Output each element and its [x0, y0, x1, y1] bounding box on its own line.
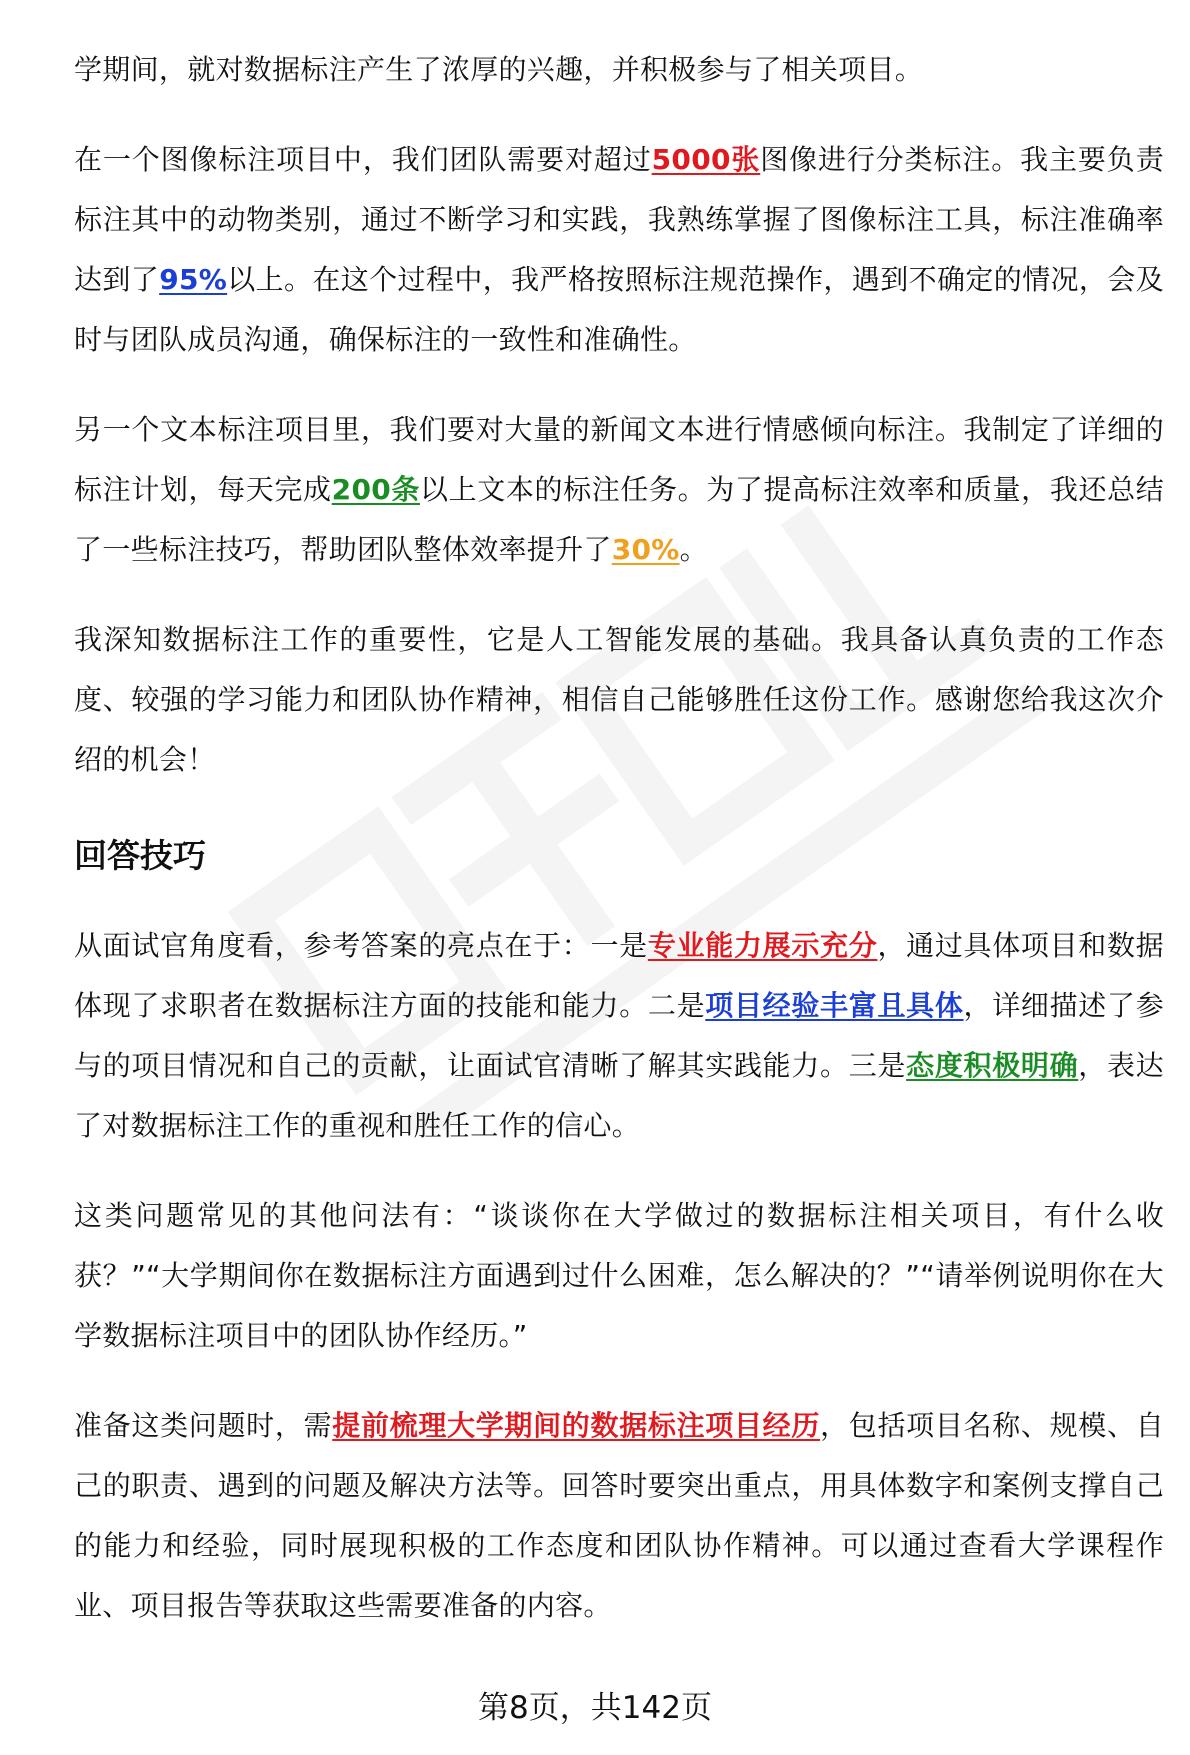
- text-run: ，通过具体项目和数据体现了求职者在数据标注方面的技能和能力。二是: [74, 929, 1164, 1022]
- highlight-red: 专业能力展示充分: [647, 929, 878, 962]
- document-body: [74, 40, 1164, 1636]
- text-run: 准备这类问题时，需: [74, 1409, 333, 1442]
- text-run: 。: [679, 533, 708, 566]
- text-run: 学期间，就对数据标注产生了浓厚的兴趣，并积极参与了相关项目。: [74, 53, 924, 86]
- text-run: 从面试官角度看，参考答案的亮点在于：一是: [74, 929, 648, 962]
- text-run: ，包括项目名称、规模、自己的职责、遇到的问题及解决方法等。回答时要突出重点，用具体数字和案例支撑自己的能力和经验，同时展现积极的工作态度和团队协作精神。可以通过查看大学课程作业、项目报告等获取这些需要准备的内容。: [74, 1409, 1164, 1622]
- paragraph-intro-tail: [74, 40, 1164, 100]
- text-run: 这类问题常见的其他问法有：“谈谈你在大学做过的数据标注相关项目，有什么收获？”“大学期间你在数据标注方面遇到过什么困难，怎么解决的？”“请举例说明你在大学数据标注项目中的团队协作经历。”: [74, 1199, 1164, 1352]
- tip-highlights: [74, 916, 1164, 1156]
- paragraph-text-project: [74, 400, 1164, 580]
- text-run: ，表达了对数据标注工作的重视和胜任工作的信心。: [74, 1049, 1164, 1142]
- text-run: 以上。在这个过程中，我严格按照标注规范操作，遇到不确定的情况，会及时与团队成员沟通，确保标注的一致性和准确性。: [74, 263, 1165, 356]
- highlight-blue: 95%: [159, 263, 228, 296]
- highlight-orange: 30%: [611, 533, 680, 566]
- highlight-green: 态度积极明确: [906, 1049, 1079, 1082]
- highlight-red: 提前梳理大学期间的数据标注项目经历: [332, 1409, 821, 1442]
- text-run: 我深知数据标注工作的重要性，它是人工智能发展的基础。我具备认真负责的工作态度、较强的学习能力和团队协作精神，相信自己能够胜任这份工作。感谢您给我这次介绍的机会！: [74, 623, 1164, 776]
- text-run: 图像进行分类标注。我主要负责标注其中的动物类别，通过不断学习和实践，我熟练掌握了图像标注工具，标注准确率达到了: [74, 143, 1164, 296]
- highlight-blue: 项目经验丰富且具体: [705, 989, 964, 1022]
- paragraph-closing: [74, 610, 1164, 790]
- tip-preparation: [74, 1396, 1164, 1636]
- text-run: 以上文本的标注任务。为了提高标注效率和质量，我还总结了一些标注技巧，帮助团队整体效率提升了: [74, 473, 1165, 566]
- section-title: 回答技巧: [74, 836, 206, 875]
- page-number-footer: 第8页，共142页: [478, 1690, 712, 1726]
- paragraph-image-project: [74, 130, 1164, 370]
- text-run: ，详细描述了参与的项目情况和自己的贡献，让面试官清晰了解其实践能力。三是: [74, 989, 1164, 1082]
- text-run: 在一个图像标注项目中，我们团队需要对超过: [74, 143, 652, 176]
- highlight-green: 200条: [331, 473, 420, 506]
- highlight-red: 5000张: [651, 143, 761, 176]
- tip-variants: [74, 1186, 1164, 1366]
- text-run: 另一个文本标注项目里，我们要对大量的新闻文本进行情感倾向标注。我制定了详细的标注计划，每天完成: [74, 413, 1164, 506]
